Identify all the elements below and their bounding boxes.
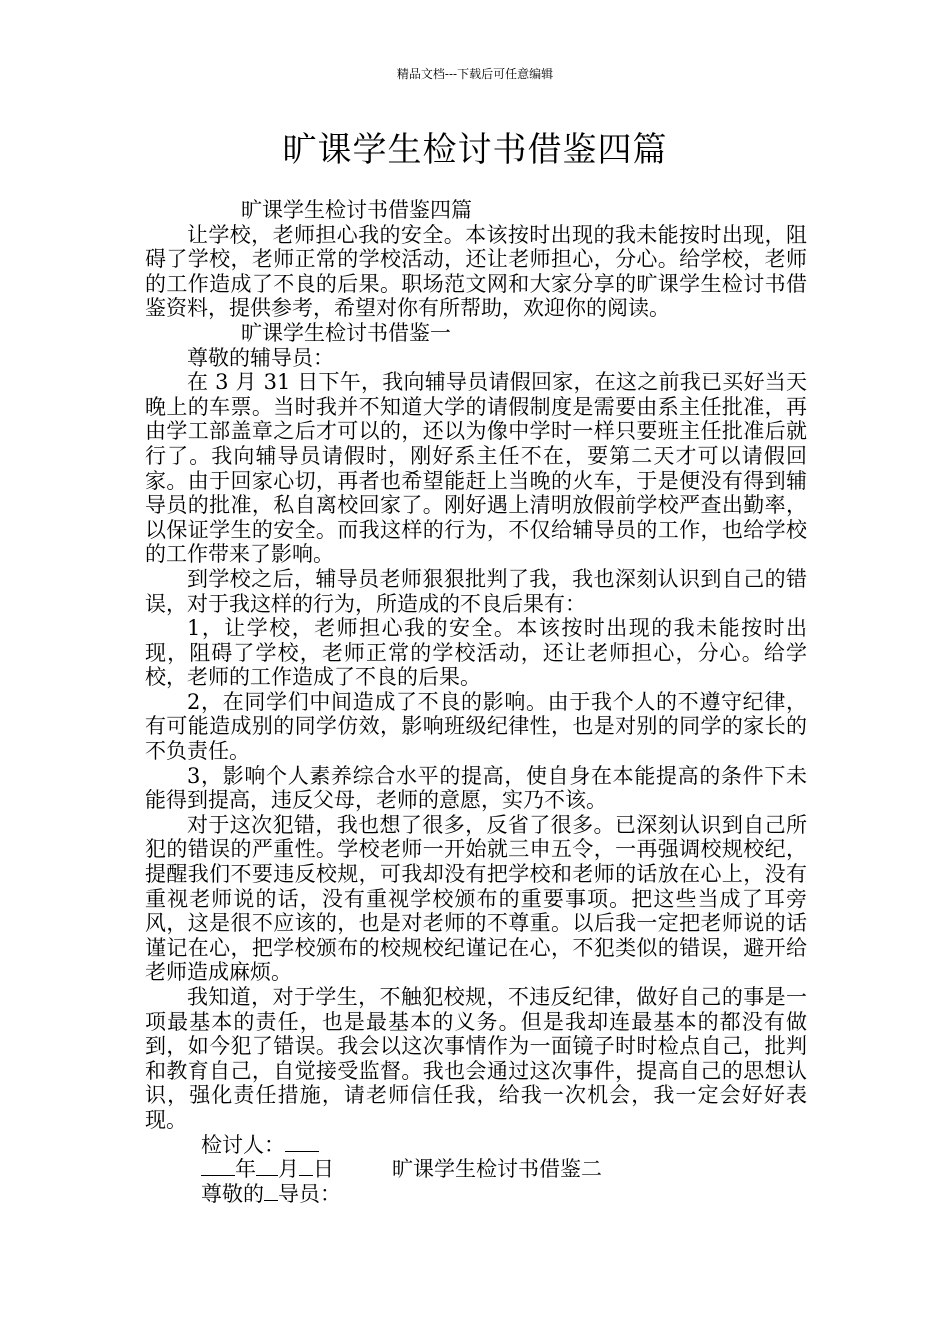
signature-line (145, 1133, 807, 1158)
paragraph-list (145, 198, 807, 1133)
section-title: 旷课学生检讨书借鉴一 (241, 320, 451, 345)
greeting-prefix: 尊敬的 (201, 1181, 264, 1206)
greeting-suffix: 导员： (278, 1181, 341, 1206)
signature-label: 检讨人： (201, 1132, 285, 1157)
paragraph: 尊敬的辅导员： (187, 345, 334, 370)
year-blank (201, 1157, 235, 1176)
document-body (145, 198, 807, 1206)
paragraph: 2，在同学们中间造成了不良的影响。由于我个人的不遵守纪律，有可能造成别的同学仿效，影响班级纪律性，也是对别的同学的家长的不负责任。 (145, 689, 807, 764)
paragraph: 3，影响个人素养综合水平的提高，使自身在本能提高的条件下未能得到提高，违反父母，老师的意愿，实乃不该。 (145, 763, 807, 813)
paragraph: 让学校，老师担心我的安全。本该按时出现的我未能按时出现，阻碍了学校，老师正常的学校活动，还让老师担心，分心。给学校，老师的工作造成了不良的后果。职场范文网和大家分享的旷课学生检讨书借鉴资料，提供参考，希望对你有所帮助，欢迎你的阅读。 (145, 222, 807, 321)
date-line (145, 1157, 807, 1182)
day-label: 日 (313, 1157, 334, 1182)
section-title: 旷课学生检讨书借鉴四篇 (241, 198, 472, 222)
document-title: 旷课学生检讨书借鉴四篇 (282, 130, 668, 170)
signature-blank (285, 1133, 319, 1152)
greeting-line (145, 1182, 807, 1207)
year-label: 年 (235, 1157, 256, 1182)
month-blank (256, 1157, 278, 1176)
day-blank (299, 1157, 313, 1176)
month-label: 月 (278, 1157, 299, 1182)
header-note: 精品文档---下载后可任意编辑 (396, 67, 554, 81)
paragraph: 对于这次犯错，我也想了很多，反省了很多。已深刻认识到自己所犯的错误的严重性。学校老师一开始就三申五令，一再强调校规校纪，提醒我们不要违反校规，可我却没有把学校和老师的话放在心上，没有重视老师说的话，没有重视学校颁布的重要事项。把这些当成了耳旁风，这是很不应该的，也是对老师的不尊重。以后我一定把老师说的话谨记在心，把学校颁布的校规校纪谨记在心，不犯类似的错误，避开给老师造成麻烦。 (145, 812, 807, 985)
paragraph: 1，让学校，老师担心我的安全。本该按时出现的我未能按时出现，阻碍了学校，老师正常的学校活动，还让老师担心，分心。给学校，老师的工作造成了不良的后果。 (145, 616, 807, 690)
paragraph: 到学校之后，辅导员老师狠狠批判了我，我也深刻认识到自己的错误，对于我这样的行为，所造成的不良后果有： (145, 566, 807, 616)
paragraph: 我知道，对于学生，不触犯校规，不违反纪律，做好自己的事是一项最基本的责任，也是最基本的义务。但是我却连最基本的都没有做到，如今犯了错误。我会以这次事情作为一面镜子时时检点自己，批判和教育自己，自觉接受监督。我也会通过这次事件，提高自己的思想认识，强化责任措施，请老师信任我，给我一次机会，我一定会好好表现。 (145, 985, 807, 1132)
greeting-blank (264, 1182, 278, 1201)
next-section-title: 旷课学生检讨书借鉴二 (392, 1157, 602, 1182)
paragraph: 在 3 月 31 日下午，我向辅导员请假回家，在这之前我已买好当天晚上的车票。当时我并不知道大学的请假制度是需要由系主任批准，再由学工部盖章之后才可以的，还以为像中学时一样只要班主任批准后就行了。我向辅导员请假时，刚好系主任不在，要第二天才可以请假回家。由于回家心切，再者也希望能赶上当晚的火车，于是便没有得到辅导员的批准，私自离校回家了。刚好遇上清明放假前学校严查出勤率，以保证学生的安全。而我这样的行为，不仅给辅导员的工作，也给学校的工作带来了影响。 (145, 370, 807, 567)
